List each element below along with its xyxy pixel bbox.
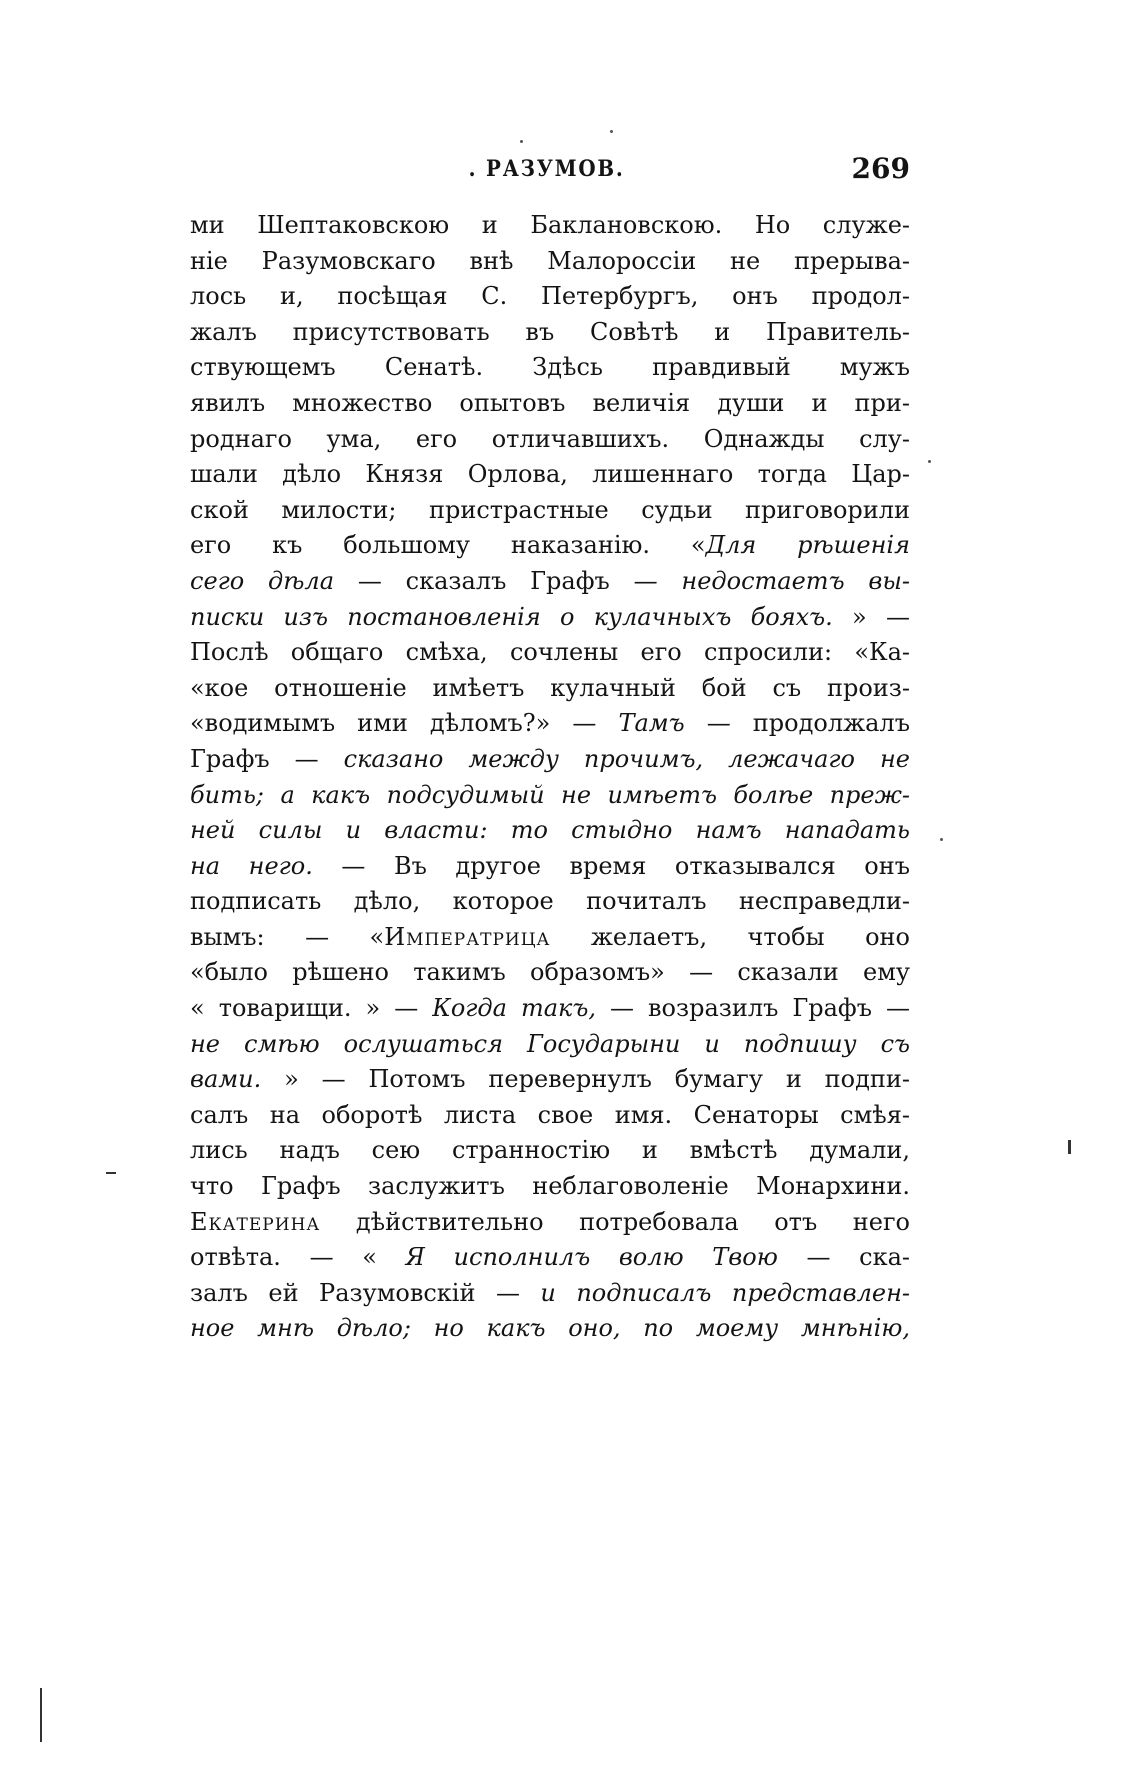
text-line xyxy=(190,244,910,280)
text-line xyxy=(190,493,910,529)
text-segment: явилъ множество опытовъ величія души и при- xyxy=(190,388,910,417)
text-line xyxy=(190,279,910,315)
text-segment: его къ большому наказанію. « xyxy=(190,531,706,560)
text-line xyxy=(190,600,910,636)
text-segment: — возразилъ Графъ — xyxy=(596,994,910,1023)
text-line xyxy=(190,386,910,422)
text-segment: — Въ другое время отказывался онъ xyxy=(312,851,910,880)
text-segment: залъ ей Разумовскій — xyxy=(190,1278,541,1307)
text-segment: лось и, посѣщая С. Петербургъ, онъ продол- xyxy=(190,282,910,311)
text-segment: сего дѣла xyxy=(190,566,335,595)
text-line xyxy=(190,528,910,564)
text-segment: бить; а какъ подсудимый не имѣетъ болѣе преж- xyxy=(190,780,910,809)
text-segment: дѣйствительно потребовала отъ него xyxy=(320,1207,910,1236)
text-segment: «было рѣшено такимъ образомъ» — сказали ему xyxy=(190,958,910,987)
text-segment: не смѣю ослушаться Государыни и подпишу съ xyxy=(190,1029,910,1058)
text-segment: сказано между прочимъ, лежачаго не xyxy=(343,744,910,773)
text-segment: салъ на оборотѣ листа свое имя. Сенаторы смѣя- xyxy=(190,1100,910,1129)
text-line xyxy=(190,315,910,351)
text-line xyxy=(190,635,910,671)
text-line xyxy=(190,208,910,244)
text-segment: Для рѣшенія xyxy=(705,531,910,560)
text-line xyxy=(190,564,910,600)
text-segment: отвѣта. — « xyxy=(190,1243,406,1272)
text-line xyxy=(190,350,910,386)
text-segment: и подписалъ представлен- xyxy=(540,1278,910,1307)
text-line xyxy=(190,742,910,778)
text-line xyxy=(190,1027,910,1063)
text-segment: подписать дѣло, которое почиталъ несправедли- xyxy=(190,887,910,916)
text-line xyxy=(190,1133,910,1169)
text-segment: роднаго ума, его отличавшихъ. Однажды слу- xyxy=(190,424,910,453)
page-number: 269 xyxy=(851,152,910,185)
text-line xyxy=(190,920,910,956)
text-line xyxy=(190,706,910,742)
text-segment: вымъ: — « xyxy=(190,922,385,951)
text-segment: ное мнѣ дѣло; но какъ оно, по моему мнѣнію, xyxy=(190,1314,910,1343)
text-segment: — ска- xyxy=(777,1243,910,1272)
text-line xyxy=(190,1098,910,1134)
text-segment: шали дѣло Князя Орлова, лишеннаго тогда Цар- xyxy=(190,460,910,489)
scan-artifact-dot xyxy=(520,140,523,143)
text-segment: ми Шептаковскою и Баклановскою. Но служе- xyxy=(190,211,910,239)
text-segment: вами. xyxy=(190,1065,262,1094)
text-line xyxy=(190,1311,910,1347)
text-segment: Когда такъ, xyxy=(432,994,596,1023)
text-segment: «водимымъ ими дѣломъ?» — xyxy=(190,709,619,738)
scan-artifact-dot xyxy=(928,460,931,463)
text-segment: ской милости; пристрастные судьи приговорили xyxy=(190,495,910,524)
text-segment: «кое отношеніе имѣетъ кулачный бой съ произ- xyxy=(190,673,910,702)
header-title: . РАЗУМОВ. xyxy=(468,156,625,182)
text-line xyxy=(190,778,910,814)
scan-artifact-dash xyxy=(106,1172,116,1174)
scan-artifact-dot xyxy=(940,838,943,841)
scan-artifact-dot xyxy=(610,130,613,133)
text-segment: Императрица xyxy=(384,922,551,951)
running-header xyxy=(190,152,910,196)
text-segment: Екатерина xyxy=(190,1207,321,1236)
text-line xyxy=(190,884,910,920)
text-line xyxy=(190,1205,910,1241)
text-line xyxy=(190,1276,910,1312)
text-segment: — продолжалъ xyxy=(684,709,910,738)
scan-artifact-tick xyxy=(1068,1140,1071,1154)
text-segment: Графъ — xyxy=(190,744,344,773)
text-segment: Я исполнилъ волю Твою xyxy=(405,1243,778,1272)
text-line xyxy=(190,457,910,493)
text-segment: желаетъ, чтобы оно xyxy=(550,922,910,951)
text-line xyxy=(190,1062,910,1098)
text-segment: « товарищи. » — xyxy=(190,994,433,1023)
text-line xyxy=(190,813,910,849)
text-line xyxy=(190,1169,910,1205)
text-segment: на него. xyxy=(190,851,313,880)
text-segment: жалъ присутствовать въ Совѣтѣ и Правитель- xyxy=(190,317,910,346)
body-text xyxy=(190,208,910,1347)
text-segment: ней силы и власти: то стыдно намъ нападать xyxy=(190,816,910,845)
text-segment: что Графъ заслужитъ неблаговоленіе Монархини. xyxy=(190,1172,910,1201)
text-line xyxy=(190,671,910,707)
text-segment: писки изъ постановленія о кулачныхъ бояхъ. xyxy=(190,602,833,631)
scan-artifact-line xyxy=(40,1688,42,1742)
text-line xyxy=(190,955,910,991)
text-segment: » — xyxy=(832,602,910,631)
text-segment: » — Потомъ перевернулъ бумагу и подпи- xyxy=(261,1065,910,1094)
text-segment: ствующемъ Сенатѣ. Здѣсь правдивый мужъ xyxy=(190,353,910,382)
text-segment: лись надъ сею странностію и вмѣстѣ думали, xyxy=(190,1136,910,1165)
text-line xyxy=(190,422,910,458)
text-segment: Послѣ общаго смѣха, сочлены его спросили: «Ка- xyxy=(190,638,910,667)
text-line xyxy=(190,849,910,885)
text-segment: — сказалъ Графъ — xyxy=(334,566,682,595)
text-segment: ніе Разумовскаго внѣ Малороссіи не прерыва- xyxy=(190,246,910,275)
text-segment: Тамъ xyxy=(618,709,685,738)
text-segment: недостаетъ вы- xyxy=(681,566,910,595)
text-line xyxy=(190,991,910,1027)
text-line xyxy=(190,1240,910,1276)
